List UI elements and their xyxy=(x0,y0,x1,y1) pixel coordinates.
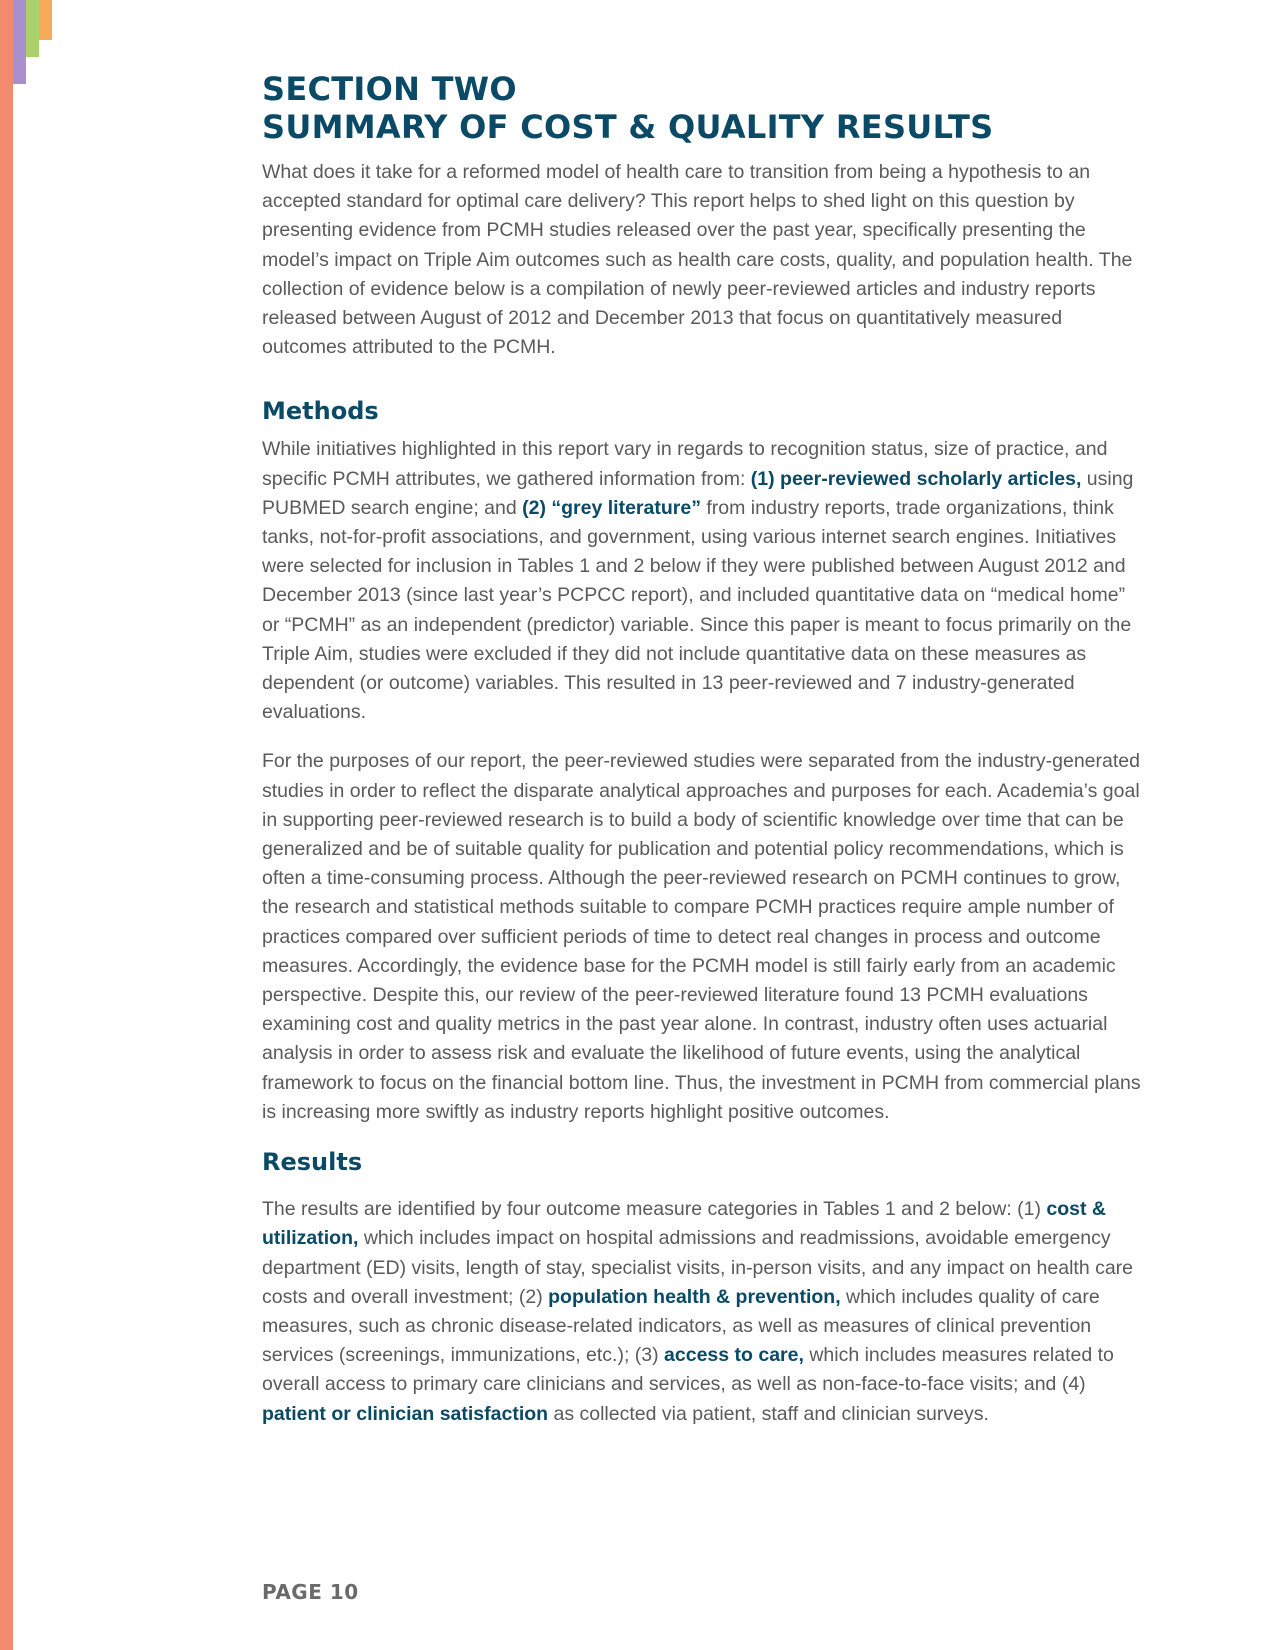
section-title-line-1: SECTION TWO xyxy=(262,70,517,108)
section-title xyxy=(262,70,1147,146)
methods-text-1: While initiatives highlighted in this report vary in regards to recognition status, size of practice, and specific PCMH attributes, we gathered information from: xyxy=(262,438,1108,490)
page-number: PAGE 10 xyxy=(262,1580,359,1604)
results-text-5: as collected via patient, staff and clinician surveys. xyxy=(548,1402,989,1425)
peer-reviewed-highlight: (1) peer-reviewed scholarly articles, xyxy=(750,467,1082,490)
results-text-1: The results are identified by four outcome measure categories in Tables 1 and 2 below: (1) xyxy=(262,1198,1047,1221)
methods-text-3: from industry reports, trade organizations, think tanks, not-for-profit associations, and government, using various internet search engines. Initiatives were selected for inclusion in Tables 1 and 2 below if they were published between August 2012 and December 2013 (since last year’s PCPCC report), and included quantitative data on “medical home” or “PCMH” as an independent (predictor) variable. Since this paper is meant to focus primarily on the Triple Aim, studies were excluded if they did not include quantitative data on these measures as dependent (or outcome) variables. This resulted in 13 peer-reviewed and 7 industry-generated evaluations. xyxy=(262,496,1132,724)
grey-literature-highlight: (2) “grey literature” xyxy=(522,496,701,519)
population-health-highlight: population health & prevention, xyxy=(548,1285,841,1308)
accent-bar-purple xyxy=(13,0,26,84)
accent-bar-green xyxy=(26,0,39,57)
methods-heading: Methods xyxy=(262,397,379,426)
left-edge-stripe xyxy=(0,0,13,1650)
results-heading: Results xyxy=(262,1148,363,1177)
accent-bar-orange xyxy=(39,0,52,40)
intro-paragraph: What does it take for a reformed model of health care to transition from being a hypothesis to an accepted standard for optimal care delivery? This report helps to shed light on this question by presenting evidence from PCMH studies released over the past year, specifically presenting the model’s impact on Triple Aim outcomes such as health care costs, quality, and population health. The collection of evidence below is a compilation of newly peer-reviewed articles and industry reports released between August of 2012 and December 2013 that focus on quantitatively measured outcomes attributed to the PCMH. xyxy=(262,161,1133,359)
methods-text-2: using PUBMED search engine; and xyxy=(262,467,1134,519)
results-text-2: which includes impact on hospital admissions and readmissions, avoidable emergency department (ED) visits, length of stay, specialist visits, in-person visits, and any impact on health care costs and overall investment; (2) xyxy=(262,1227,1134,1308)
methods-paragraph-1 xyxy=(262,435,1147,727)
results-text-3: which includes quality of care measures, such as chronic disease-related indicators, as well as measures of clinical prevention services (screenings, immunizations, etc.); (3) xyxy=(262,1285,1100,1367)
results-paragraph xyxy=(262,1195,1147,1429)
page-content xyxy=(262,70,1147,1429)
methods-paragraph-2: For the purposes of our report, the peer-reviewed studies were separated from the industry-generated studies in order to reflect the disparate analytical approaches and purposes for each. Academia’s goal in supporting peer-reviewed research is to build a body of scientific knowledge over time that can be generalized and be of suitable quality for publication and potential policy recommendations, which is often a time-consuming process. Although the peer-reviewed research on PCMH continues to grow, the research and statistical methods suitable to compare PCMH practices require ample number of practices compared over sufficient periods of time to detect real changes in process and outcome measures. Accordingly, the evidence base for the PCMH model is still fairly early from an academic perspective. Despite this, our review of the peer-reviewed literature found 13 PCMH evaluations examining cost and quality metrics in the past year alone. In contrast, industry often uses actuarial analysis in order to assess risk and evaluate the likelihood of future events, using the analytical framework to focus on the financial bottom line. Thus, the investment in PCMH from commercial plans is increasing more swiftly as industry reports highlight positive outcomes. xyxy=(262,750,1141,1123)
access-to-care-highlight: access to care, xyxy=(664,1344,804,1367)
cost-utilization-highlight: cost & utilization, xyxy=(262,1198,1107,1250)
section-title-line-2: SUMMARY OF COST & QUALITY RESULTS xyxy=(262,108,994,146)
satisfaction-highlight: patient or clinician satisfaction xyxy=(262,1402,549,1425)
results-text-4: which includes measures related to overall access to primary care clinicians and services, as well as non-face-to-face visits; and (4) xyxy=(262,1344,1114,1396)
